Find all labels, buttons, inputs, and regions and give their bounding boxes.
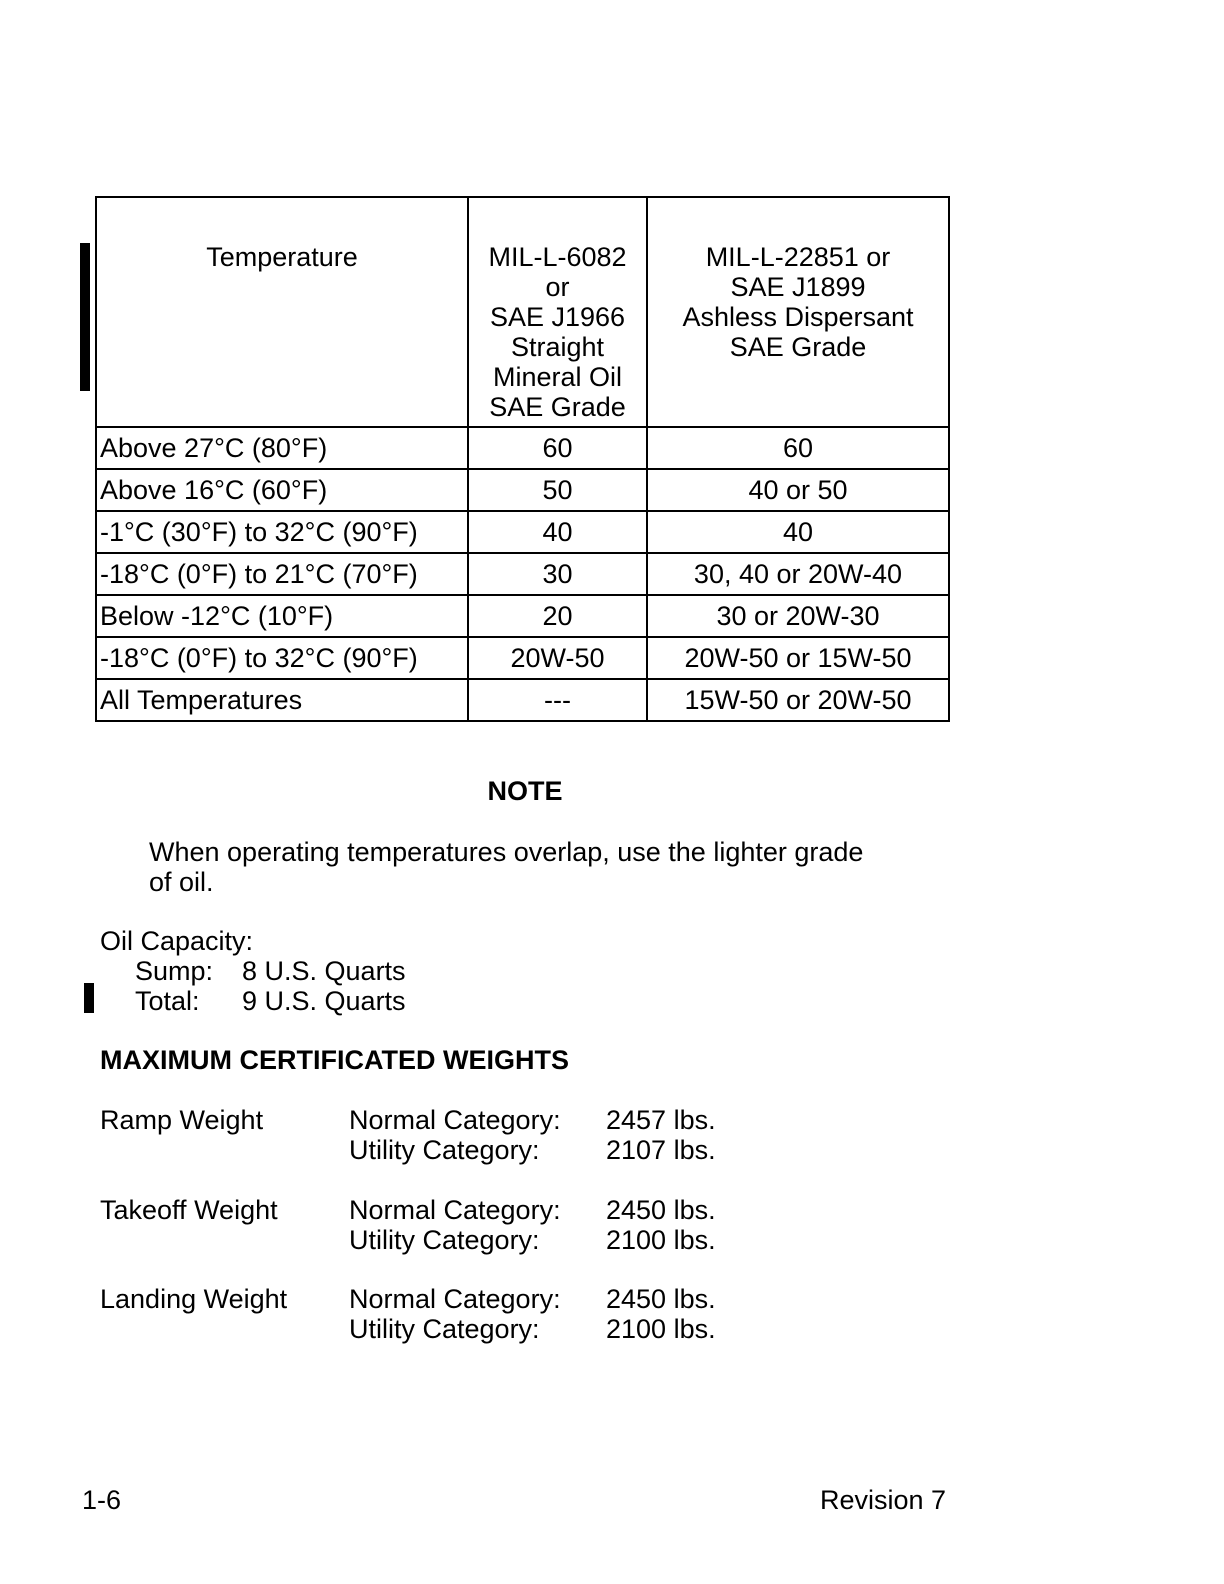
temperature-cell: -18°C (0°F) to 21°C (70°F) <box>96 553 468 595</box>
temperature-cell: Above 16°C (60°F) <box>96 469 468 511</box>
table-row <box>96 553 949 595</box>
dispersant-grade-cell: 30, 40 or 20W-40 <box>647 553 949 595</box>
sump-label: Sump: <box>135 956 214 986</box>
table-row <box>96 595 949 637</box>
note-line: of oil. <box>149 867 214 897</box>
weights-heading: MAXIMUM CERTIFICATED WEIGHTS <box>100 1045 569 1075</box>
normal-category-label: Normal Category: <box>349 1105 561 1135</box>
mineral-grade-cell: 20W-50 <box>468 637 647 679</box>
temperature-cell: -1°C (30°F) to 32°C (90°F) <box>96 511 468 553</box>
mineral-grade-cell: --- <box>468 679 647 721</box>
mineral-grade-cell: 40 <box>468 511 647 553</box>
normal-category-value: 2450 lbs. <box>606 1195 716 1225</box>
table-row <box>96 469 949 511</box>
header-line: MIL-L-6082 <box>488 242 627 272</box>
normal-category-value: 2457 lbs. <box>606 1105 716 1135</box>
table-row <box>96 637 949 679</box>
utility-category-value: 2107 lbs. <box>606 1135 716 1165</box>
normal-category-label: Normal Category: <box>349 1284 561 1314</box>
note-text <box>149 837 909 897</box>
header-line: SAE Grade <box>729 332 867 362</box>
dispersant-grade-cell: 20W-50 or 15W-50 <box>647 637 949 679</box>
table-row <box>96 679 949 721</box>
temperature-cell: Below -12°C (10°F) <box>96 595 468 637</box>
revision-label: Revision 7 <box>820 1485 947 1515</box>
dispersant-grade-cell: 40 <box>647 511 949 553</box>
header-ashless-dispersant <box>647 197 949 427</box>
weight-name: Ramp Weight <box>100 1105 264 1135</box>
header-temperature: Temperature <box>96 197 468 427</box>
header-mineral-oil <box>468 197 647 427</box>
sump-value: 8 U.S. Quarts <box>242 956 406 986</box>
weight-name: Landing Weight <box>100 1284 288 1314</box>
dispersant-grade-cell: 30 or 20W-30 <box>647 595 949 637</box>
mineral-grade-cell: 20 <box>468 595 647 637</box>
normal-category-value: 2450 lbs. <box>606 1284 716 1314</box>
dispersant-grade-cell: 15W-50 or 20W-50 <box>647 679 949 721</box>
note-line: When operating temperatures overlap, use the lighter grade <box>149 837 864 867</box>
temperature-cell: All Temperatures <box>96 679 468 721</box>
header-line: Straight <box>510 332 605 362</box>
temperature-cell: -18°C (0°F) to 32°C (90°F) <box>96 637 468 679</box>
table-row <box>96 511 949 553</box>
normal-category-label: Normal Category: <box>349 1195 561 1225</box>
mineral-grade-cell: 60 <box>468 427 647 469</box>
utility-category-label: Utility Category: <box>349 1225 540 1255</box>
header-line: or <box>545 272 570 302</box>
dispersant-grade-cell: 40 or 50 <box>647 469 949 511</box>
utility-category-value: 2100 lbs. <box>606 1314 716 1344</box>
weight-name: Takeoff Weight <box>100 1195 278 1225</box>
total-label: Total: <box>135 986 200 1016</box>
temperature-cell: Above 27°C (80°F) <box>96 427 468 469</box>
header-line: Ashless Dispersant <box>682 302 914 332</box>
note-heading: NOTE <box>487 776 563 806</box>
header-line: SAE J1899 <box>730 272 866 302</box>
table-header-row <box>96 197 949 427</box>
utility-category-label: Utility Category: <box>349 1314 540 1344</box>
oil-capacity-heading: Oil Capacity: <box>100 926 254 956</box>
mineral-grade-cell: 50 <box>468 469 647 511</box>
dispersant-grade-cell: 60 <box>647 427 949 469</box>
header-line: MIL-L-22851 or <box>705 242 891 272</box>
mineral-grade-cell: 30 <box>468 553 647 595</box>
header-line: Mineral Oil <box>492 362 623 392</box>
utility-category-label: Utility Category: <box>349 1135 540 1165</box>
header-line: SAE J1966 <box>489 302 626 332</box>
oil-grade-table <box>95 196 950 722</box>
revision-change-bar <box>84 983 94 1013</box>
table-row <box>96 427 949 469</box>
utility-category-value: 2100 lbs. <box>606 1225 716 1255</box>
revision-change-bar <box>80 243 90 391</box>
page-number: 1-6 <box>82 1485 122 1515</box>
header-line: SAE Grade <box>489 392 626 422</box>
total-value: 9 U.S. Quarts <box>242 986 406 1016</box>
